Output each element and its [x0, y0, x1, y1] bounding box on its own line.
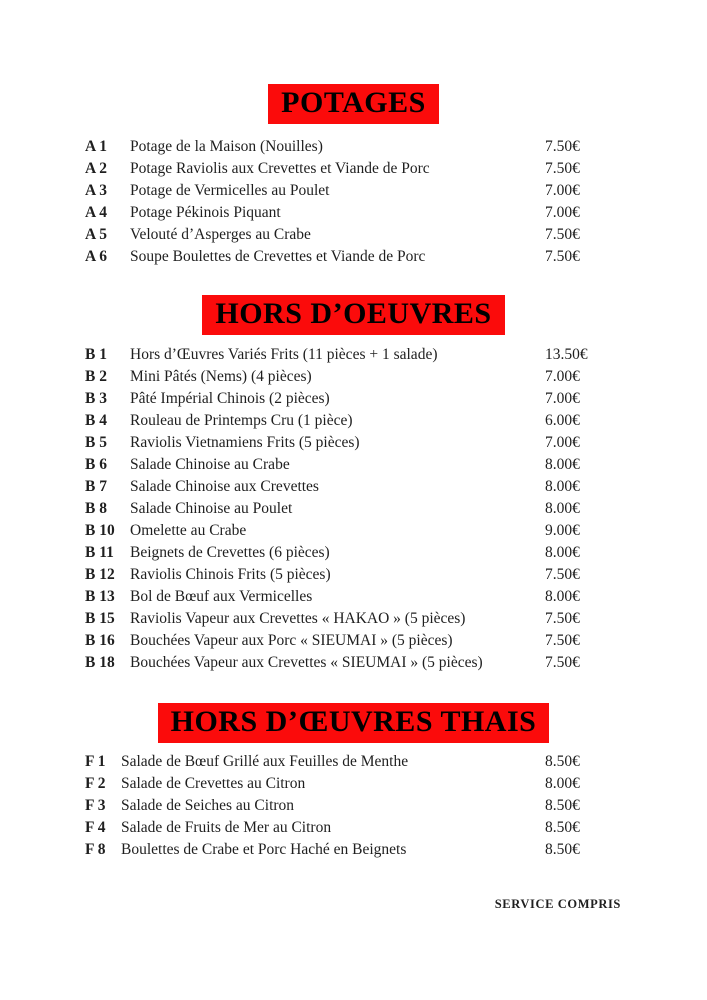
menu-item	[0, 632, 707, 654]
item-name: Salade de Seiches au Citron	[121, 797, 295, 814]
menu-item	[0, 390, 707, 412]
item-price: 8.00€	[545, 456, 580, 473]
item-code: B 2	[85, 368, 107, 385]
item-price: 7.50€	[545, 160, 580, 177]
item-price: 9.00€	[545, 522, 580, 539]
item-price: 8.50€	[545, 753, 580, 770]
item-code: F 8	[85, 841, 106, 858]
section-potages	[0, 84, 707, 270]
item-name: Potage de Vermicelles au Poulet	[130, 182, 330, 199]
item-name: Hors d’Œuvres Variés Frits (11 pièces + 1 salade)	[130, 346, 438, 363]
item-code: A 6	[85, 248, 107, 265]
item-code: A 5	[85, 226, 107, 243]
item-name: Bouchées Vapeur aux Crevettes « SIEUMAI » (5 pièces)	[130, 654, 483, 671]
item-price: 7.00€	[545, 182, 580, 199]
item-name: Beignets de Crevettes (6 pièces)	[130, 544, 330, 561]
menu-item	[0, 775, 707, 797]
item-price: 7.50€	[545, 566, 580, 583]
section-title-potages: POTAGES	[268, 84, 439, 124]
item-price: 8.50€	[545, 841, 580, 858]
menu-item	[0, 160, 707, 182]
section-items	[0, 346, 707, 676]
item-name: Rouleau de Printemps Cru (1 pièce)	[130, 412, 353, 429]
menu-item	[0, 412, 707, 434]
item-code: B 7	[85, 478, 107, 495]
item-code: B 4	[85, 412, 107, 429]
item-code: B 13	[85, 588, 115, 605]
item-code: B 6	[85, 456, 107, 473]
item-name: Salade de Crevettes au Citron	[121, 775, 306, 792]
item-price: 8.00€	[545, 478, 580, 495]
item-name: Potage de la Maison (Nouilles)	[130, 138, 323, 155]
menu-item	[0, 819, 707, 841]
item-name: Potage Raviolis aux Crevettes et Viande de Porc	[130, 160, 430, 177]
item-price: 8.50€	[545, 797, 580, 814]
item-name: Velouté d’Asperges au Crabe	[130, 226, 311, 243]
item-name: Raviolis Chinois Frits (5 pièces)	[130, 566, 331, 583]
item-code: B 18	[85, 654, 115, 671]
section-banner-wrap	[0, 295, 707, 335]
item-code: F 1	[85, 753, 106, 770]
item-code: A 1	[85, 138, 107, 155]
item-price: 6.00€	[545, 412, 580, 429]
item-code: B 16	[85, 632, 115, 649]
menu-item	[0, 346, 707, 368]
section-title-hors-doeuvres-thais: HORS D’ŒUVRES THAIS	[158, 703, 550, 743]
item-code: B 10	[85, 522, 115, 539]
menu-item	[0, 544, 707, 566]
item-name: Mini Pâtés (Nems) (4 pièces)	[130, 368, 312, 385]
menu-item	[0, 522, 707, 544]
item-name: Raviolis Vapeur aux Crevettes « HAKAO » (5 pièces)	[130, 610, 466, 627]
item-price: 7.50€	[545, 610, 580, 627]
section-banner-wrap	[0, 84, 707, 124]
item-price: 7.50€	[545, 654, 580, 671]
item-name: Salade Chinoise au Poulet	[130, 500, 293, 517]
item-name: Raviolis Vietnamiens Frits (5 pièces)	[130, 434, 360, 451]
item-code: B 8	[85, 500, 107, 517]
item-price: 7.50€	[545, 248, 580, 265]
menu-item	[0, 797, 707, 819]
item-price: 8.00€	[545, 588, 580, 605]
item-price: 7.00€	[545, 368, 580, 385]
menu-item	[0, 478, 707, 500]
item-code: B 11	[85, 544, 114, 561]
item-price: 7.00€	[545, 390, 580, 407]
service-compris-note: SERVICE COMPRIS	[494, 897, 621, 911]
item-code: F 2	[85, 775, 106, 792]
item-price: 7.50€	[545, 226, 580, 243]
menu-item	[0, 841, 707, 863]
item-price: 8.00€	[545, 775, 580, 792]
item-price: 7.00€	[545, 204, 580, 221]
menu-item	[0, 753, 707, 775]
section-banner-wrap	[0, 703, 707, 743]
item-name: Omelette au Crabe	[130, 522, 247, 539]
menu-item	[0, 566, 707, 588]
item-price: 13.50€	[545, 346, 588, 363]
section-items	[0, 138, 707, 270]
item-code: B 15	[85, 610, 115, 627]
item-name: Bol de Bœuf aux Vermicelles	[130, 588, 313, 605]
section-hors-doeuvres-thais	[0, 703, 707, 863]
menu-item	[0, 500, 707, 522]
item-code: B 5	[85, 434, 107, 451]
section-items	[0, 753, 707, 863]
item-price: 7.00€	[545, 434, 580, 451]
menu-item	[0, 182, 707, 204]
item-code: A 4	[85, 204, 107, 221]
menu-item	[0, 226, 707, 248]
item-code: A 2	[85, 160, 107, 177]
menu-item	[0, 456, 707, 478]
menu-item	[0, 368, 707, 390]
item-name: Pâté Impérial Chinois (2 pièces)	[130, 390, 330, 407]
menu-item	[0, 248, 707, 270]
menu-item	[0, 654, 707, 676]
item-name: Salade de Fruits de Mer au Citron	[121, 819, 332, 836]
item-code: B 12	[85, 566, 115, 583]
item-name: Bouchées Vapeur aux Porc « SIEUMAI » (5 pièces)	[130, 632, 453, 649]
item-code: A 3	[85, 182, 107, 199]
item-name: Salade Chinoise aux Crevettes	[130, 478, 319, 495]
item-code: B 1	[85, 346, 107, 363]
item-price: 7.50€	[545, 632, 580, 649]
section-title-hors-doeuvres: HORS D’OEUVRES	[202, 295, 504, 335]
item-price: 8.00€	[545, 500, 580, 517]
item-name: Boulettes de Crabe et Porc Haché en Beignets	[121, 841, 407, 858]
menu-item	[0, 434, 707, 456]
menu-item	[0, 588, 707, 610]
item-code: F 4	[85, 819, 106, 836]
item-name: Salade de Bœuf Grillé aux Feuilles de Menthe	[121, 753, 409, 770]
item-name: Potage Pékinois Piquant	[130, 204, 281, 221]
item-name: Soupe Boulettes de Crevettes et Viande de Porc	[130, 248, 426, 265]
item-code: F 3	[85, 797, 106, 814]
item-name: Salade Chinoise au Crabe	[130, 456, 290, 473]
item-code: B 3	[85, 390, 107, 407]
menu-item	[0, 610, 707, 632]
item-price: 8.50€	[545, 819, 580, 836]
section-hors-doeuvres	[0, 295, 707, 676]
item-price: 7.50€	[545, 138, 580, 155]
item-price: 8.00€	[545, 544, 580, 561]
menu-item	[0, 204, 707, 226]
menu-item	[0, 138, 707, 160]
